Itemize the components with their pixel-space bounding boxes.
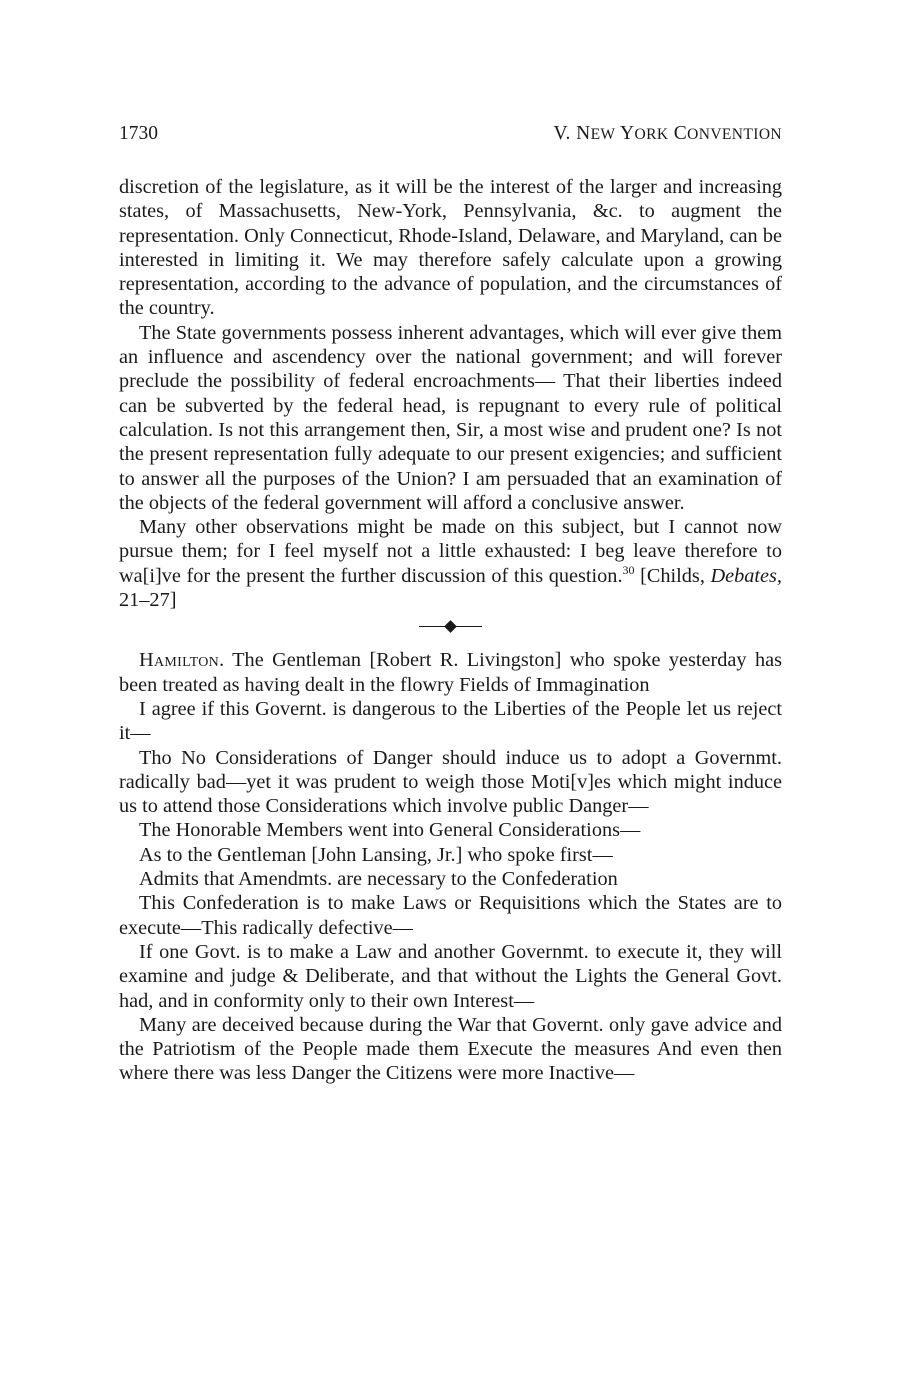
paragraph: The State governments possess inherent advantages, which will ever give them an influence and ascendency over the national government; and will forever preclude the possibility of federal encroachments— That their liberties indeed can be subverted by the federal head, is repugnant to every rule of political calculation. Is not this arrangement then, Sir, a most wise and prudent one? Is not the present representation fully adequate to our present exigencies; and sufficient to answer all the purposes of the Union? I am persuaded that an examination of the objects of the federal government will afford a conclusive answer. [119,321,782,514]
divider-rule [456,626,482,627]
paragraph [119,648,782,697]
section-title-part: V. N [553,123,591,144]
paragraph: If one Govt. is to make a Law and another Governmt. to execute it, they will examine and judge & Deliberate, and that without the Lights the General Govt. had, and in conformity only to their own Interest— [119,940,782,1012]
paragraph: The Honorable Members went into General Considerations— [139,819,641,842]
paragraph-text: Many other observations might be made on this subject, but I cannot now pursue them; for I feel myself not a little exhausted: I beg leave therefore to wa[i]ve for the present the further discussion of this question. [119,516,782,587]
citation: [Childs, [634,564,711,587]
paragraph: Tho No Considerations of Danger should induce us to adopt a Governmt. radically bad—yet it was prudent to weigh those Moti[v]es which might induce us to attend those Considerations which involve public Danger— [119,746,782,818]
section-title-part: ONVENTION [687,126,782,143]
paragraph: This Confederation is to make Laws or Requisitions which the States are to execute—This radically defective— [119,892,782,939]
section-title-part: ORK [634,126,669,143]
section-title [554,122,782,147]
page-number: 1730 [119,123,158,144]
footnote-marker: 30 [622,562,635,577]
paragraph: I agree if this Governt. is dangerous to the Liberties of the People let us reject it— [119,697,782,745]
paragraph [119,515,782,612]
speaker-name: Hamilton [139,649,220,672]
paragraph: As to the Gentleman [John Lansing, Jr.] who spoke first— [139,843,613,866]
citation: 21–27] [119,589,177,612]
citation-title: Debates, [710,564,782,587]
paragraph: Many are deceived because during the War that Governt. only gave advice and the Patriotism of the People made them Execute the measures And even then where there was less Danger the Citizens were more Inactive— [119,1013,782,1085]
paragraph: discretion of the legislature, as it will be the interest of the larger and increasing states, of Massachusetts, New-York, Pennsylvania, &c. to augment the representation. Only Connecticut, Rhode-Island, Delaware, and Maryland, can be interested in limiting it. We may therefore safely calculate upon a growing representation, according to the advance of population, and the circumstances of the country. [119,176,782,320]
paragraph: Admits that Amendmts. are necessary to the Confederation [139,868,618,891]
section-title-part: Y [615,123,635,144]
diamond-icon [444,620,457,633]
section-divider [119,614,782,638]
paragraph-text: . The Gentleman [Robert R. Livingston] who spoke yesterday has been treated as having dealt in the flowry Fields of Immagination [119,649,782,696]
section-title-part: C [668,123,688,144]
section-title-part: EW [590,126,616,143]
running-head [119,122,782,147]
divider-rule [419,626,445,627]
